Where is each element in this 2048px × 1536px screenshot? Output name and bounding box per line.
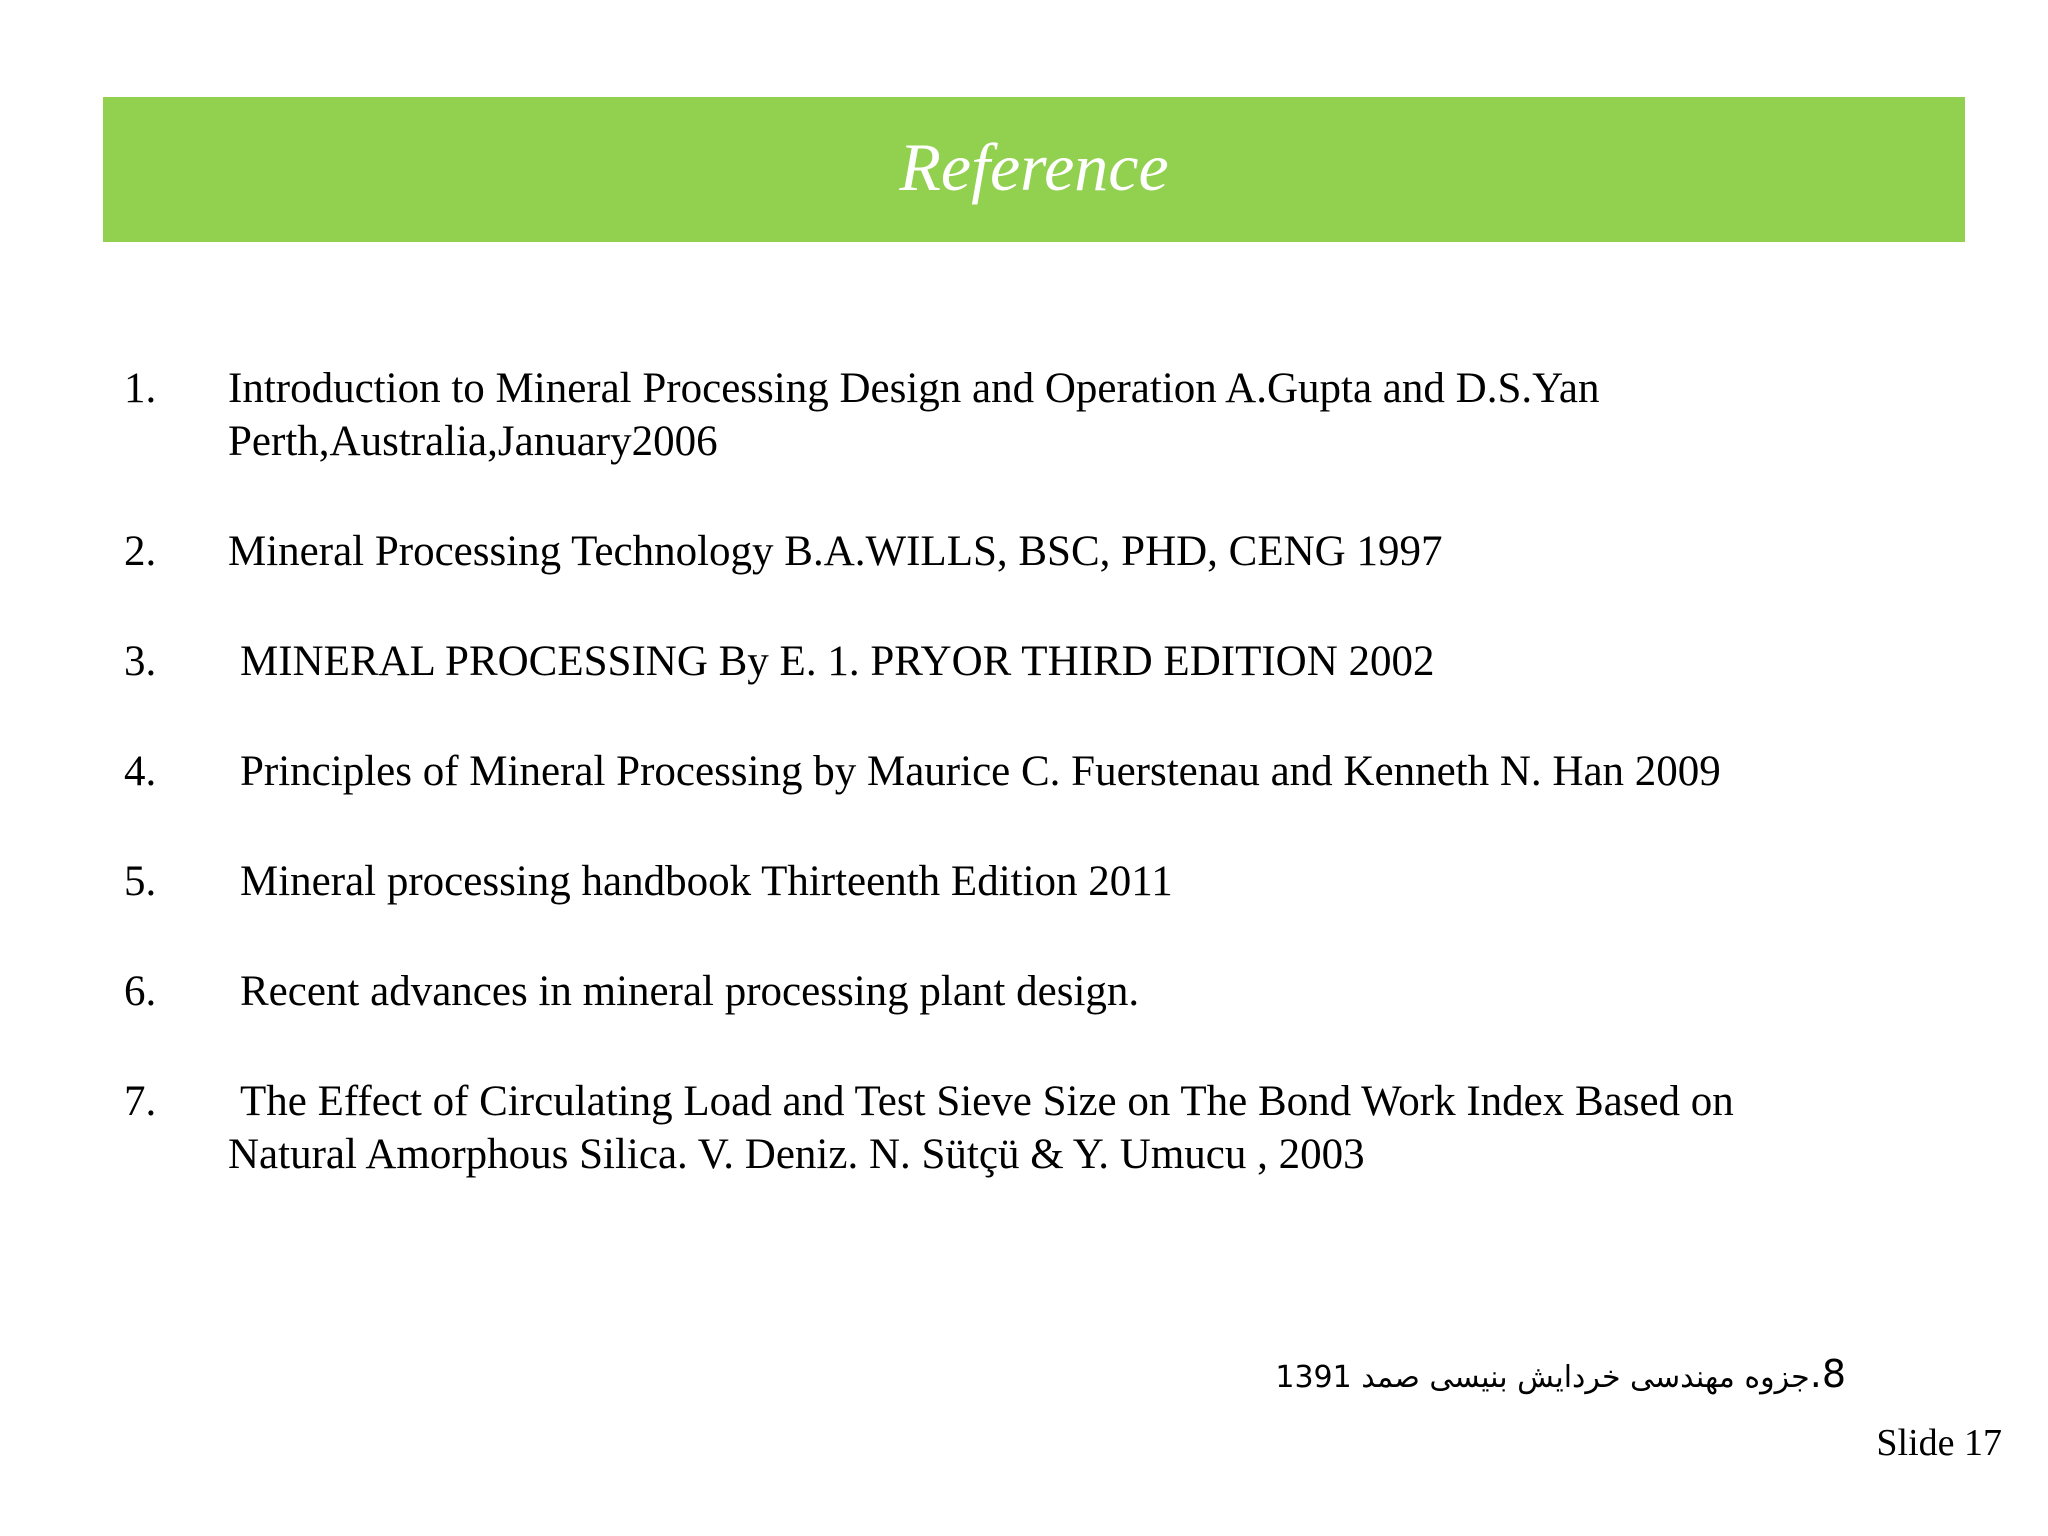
slide-number: Slide 17 — [1876, 1422, 2002, 1464]
reference-number: 6. — [124, 968, 157, 1015]
reference-line: The Effect of Circulating Load and Test Sieve Size on The Bond Work Index Based on — [240, 1078, 1734, 1125]
reference-text — [240, 965, 1880, 1018]
reference-number: 3. — [124, 638, 157, 685]
persian-reference-number: 8. — [1809, 1352, 1846, 1396]
reference-line: Introduction to Mineral Processing Design and Operation A.Gupta and D.S.Yan — [228, 365, 1600, 412]
reference-text — [240, 635, 1880, 688]
reference-text — [228, 525, 1868, 578]
reference-text — [240, 745, 1880, 798]
reference-number: 2. — [124, 528, 157, 575]
reference-number: 5. — [124, 858, 157, 905]
reference-line: Perth,Australia,January2006 — [228, 418, 718, 465]
reference-line: Recent advances in mineral processing plant design. — [240, 968, 1140, 1015]
reference-number: 7. — [124, 1078, 157, 1125]
slide-title: Reference — [899, 128, 1169, 205]
reference-line: Natural Amorphous Silica. V. Deniz. N. Sütçü & Y. Umucu , 2003 — [228, 1131, 1365, 1178]
reference-text — [240, 855, 1880, 908]
persian-reference-text: جزوه مهندسی خردایش بنیسی صمد 1391 — [1275, 1360, 1810, 1395]
reference-text — [228, 362, 1868, 468]
persian-reference — [1275, 1352, 1846, 1400]
reference-line: Mineral Processing Technology B.A.WILLS, BSC, PHD, CENG 1997 — [228, 528, 1443, 575]
reference-line: MINERAL PROCESSING By E. 1. PRYOR THIRD EDITION 2002 — [240, 638, 1435, 685]
reference-text — [228, 1075, 1868, 1181]
reference-number: 1. — [124, 365, 157, 412]
reference-number: 4. — [124, 748, 157, 795]
reference-line: Principles of Mineral Processing by Maurice C. Fuerstenau and Kenneth N. Han 2009 — [240, 748, 1721, 795]
reference-line: Mineral processing handbook Thirteenth Edition 2011 — [240, 858, 1173, 905]
